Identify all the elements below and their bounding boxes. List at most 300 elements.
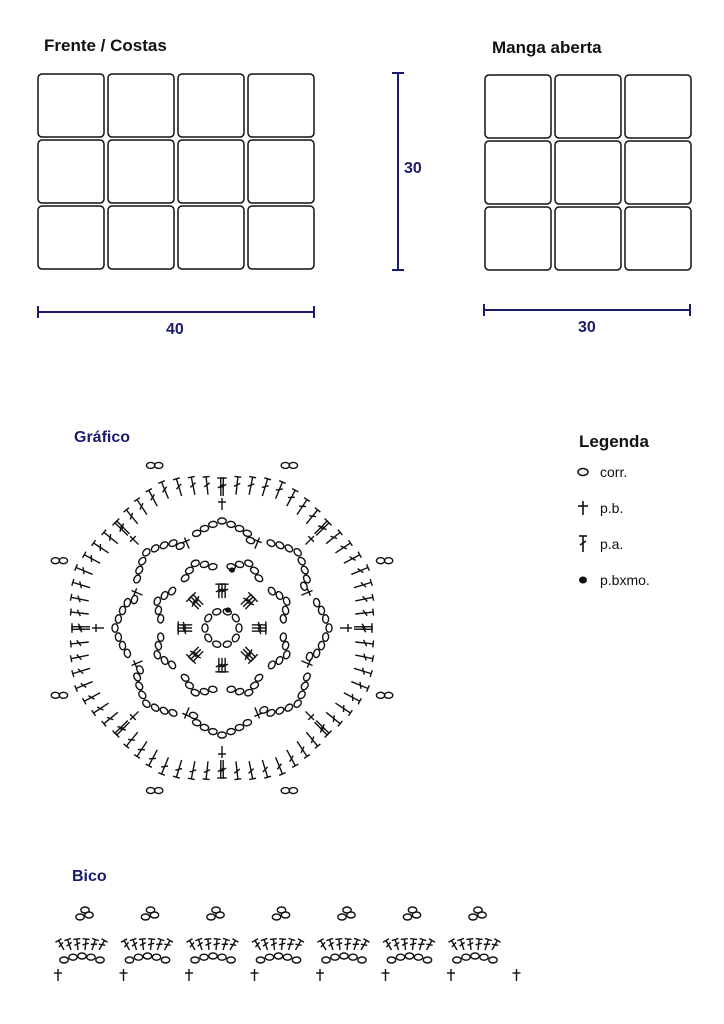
double-crochet-stitch: [351, 938, 361, 951]
chain-stitch: [471, 953, 479, 959]
chain-stitch: [152, 954, 160, 960]
double-crochet-stitch: [146, 748, 161, 767]
motif-square: [625, 207, 691, 270]
legend-label-single-crochet: p.b.: [600, 500, 624, 516]
double-crochet-stitch: [259, 478, 271, 497]
double-crochet-stitch: [342, 690, 361, 705]
chain-stitch: [207, 914, 215, 920]
single-crochet-stitch: [218, 746, 226, 758]
motif-square: [38, 74, 104, 137]
chain-stitch: [284, 543, 294, 553]
double-crochet-stitch: [350, 564, 369, 577]
chain-stitch: [343, 907, 351, 913]
chain-stitch: [331, 954, 339, 960]
chain-stitch: [60, 957, 68, 963]
double-crochet-stitch: [304, 730, 321, 748]
single-crochet-stitch: [185, 969, 193, 981]
chain-stitch: [358, 957, 366, 963]
chain-stitch: [200, 954, 208, 960]
chart-title: Gráfico: [74, 429, 131, 446]
double-crochet-stitch: [147, 939, 155, 951]
double-crochet-stitch: [89, 938, 99, 951]
chain-stitch: [280, 633, 287, 642]
legend-label-double-crochet: p.a.: [600, 536, 624, 552]
front-width-label: 40: [166, 321, 184, 338]
chain-stitch: [154, 788, 162, 794]
chain-stitch: [119, 641, 126, 650]
double-crochet-stitch: [134, 739, 150, 758]
double-crochet-stitch: [401, 939, 409, 951]
double-crochet-icon: [574, 534, 594, 554]
double-crochet-stitch: [124, 508, 141, 526]
motif-square: [555, 207, 621, 270]
double-crochet-stitch: [72, 579, 91, 591]
chain-stitch: [300, 565, 310, 575]
chain-stitch: [154, 462, 162, 468]
chain-stitch: [313, 649, 321, 659]
chain-stitch: [157, 614, 164, 623]
chain-stitch: [275, 706, 285, 716]
legend-label-chain: corr.: [600, 464, 628, 480]
chain-stitch: [275, 540, 285, 550]
single-crochet-stitch: [303, 533, 317, 547]
single-crochet-stitch: [218, 498, 226, 510]
legend-label-slip-stitch: p.bxmo.: [600, 572, 650, 588]
double-crochet-stitch: [204, 939, 212, 951]
chain-stitch: [277, 907, 285, 913]
chain-stitch: [283, 954, 291, 960]
chain-stitch: [159, 706, 169, 716]
single-crochet-stitch: [54, 969, 62, 981]
height-label: 30: [404, 160, 422, 177]
chain-stitch: [192, 719, 202, 727]
chain-stitch: [281, 788, 289, 794]
motif-square: [38, 206, 104, 269]
motif-square: [555, 141, 621, 204]
chain-stitch: [96, 957, 104, 963]
double-crochet-stitch: [75, 564, 94, 577]
double-crochet-stitch: [333, 700, 352, 716]
motif-square: [178, 140, 244, 203]
double-crochet-stitch: [173, 759, 185, 778]
double-crochet-stitch: [139, 939, 147, 951]
single-crochet-stitch: [303, 709, 317, 723]
chain-stitch: [326, 624, 332, 632]
double-crochet-stitch: [355, 594, 374, 604]
single-crochet-stitch: [513, 969, 521, 981]
chain-stitch: [208, 728, 217, 735]
chain-stitch: [192, 529, 202, 537]
double-crochet-stitch: [102, 710, 120, 727]
double-crochet-stitch: [259, 759, 271, 778]
chain-stitch: [143, 953, 151, 959]
chain-stitch: [141, 914, 149, 920]
chain-stitch: [246, 536, 256, 544]
double-crochet-stitch: [83, 552, 102, 567]
double-crochet-stitch: [409, 939, 417, 951]
double-crochet-stitch: [154, 938, 164, 951]
chain-stitch: [376, 558, 384, 564]
chain-stitch: [141, 699, 151, 709]
chain-stitch: [254, 673, 264, 683]
chain-stitch: [292, 957, 300, 963]
motif-square: [108, 206, 174, 269]
slip-stitch: [225, 607, 231, 612]
double-crochet-stitch: [146, 489, 161, 508]
slip-stitch-icon: [574, 570, 594, 590]
chain-stitch: [168, 708, 178, 717]
chain-stitch: [231, 613, 241, 623]
double-crochet-stitch: [246, 761, 256, 780]
double-crochet-stitch: [92, 700, 111, 716]
chain-stitch: [180, 673, 190, 683]
double-crochet-stitch: [70, 609, 89, 618]
chain-stitch: [218, 954, 226, 960]
chain-stitch: [119, 606, 126, 615]
double-crochet-stitch: [353, 665, 372, 677]
double-crochet-stitch: [285, 938, 295, 951]
chain-stitch: [281, 462, 289, 468]
chain-stitch: [266, 538, 276, 547]
double-crochet-stitch: [188, 476, 198, 495]
chain-stitch: [387, 957, 395, 963]
double-crochet-stitch: [158, 481, 171, 500]
chain-stitch: [141, 547, 151, 557]
chain-stitch: [123, 598, 131, 608]
motif-square: [485, 75, 551, 138]
front-back-title: Frente / Costas: [44, 36, 167, 55]
double-crochet-stitch: [457, 938, 467, 951]
chain-stitch: [318, 641, 325, 650]
chain-stitch: [180, 573, 190, 583]
double-crochet-stitch: [278, 939, 286, 951]
double-crochet-stitch: [326, 938, 336, 951]
crochet-motif-chart: [51, 462, 393, 793]
motif-square: [485, 141, 551, 204]
chain-stitch: [154, 606, 162, 616]
chain-stitch: [76, 914, 84, 920]
chain-stitch: [256, 957, 264, 963]
chain-stitch: [150, 703, 160, 713]
chain-stitch: [212, 608, 222, 616]
motif-square: [108, 74, 174, 137]
chain-stitch: [208, 521, 217, 528]
chain-stitch: [235, 724, 244, 731]
chain-stitch: [284, 703, 294, 713]
double-crochet-stitch: [392, 938, 402, 951]
chain-stitch: [227, 563, 236, 570]
chain-stitch: [167, 586, 177, 596]
double-crochet-stitch: [114, 519, 132, 537]
double-crochet-stitch: [72, 665, 91, 677]
chain-stitch: [227, 686, 236, 693]
double-crochet-stitch: [294, 739, 310, 758]
chain-stitch: [313, 598, 321, 608]
chain-stitch: [222, 640, 232, 648]
chain-stitch: [87, 954, 95, 960]
chain-stitch: [423, 957, 431, 963]
chain-stitch: [227, 521, 236, 528]
height-dimension-line: [392, 73, 404, 270]
double-crochet-stitch: [73, 939, 81, 951]
motif-square: [625, 75, 691, 138]
motif-square: [178, 74, 244, 137]
chain-stitch: [403, 914, 411, 920]
double-crochet-stitch: [314, 520, 332, 538]
single-crochet-stitch: [251, 969, 259, 981]
chain-stitch: [123, 649, 131, 659]
double-crochet-stitch: [233, 761, 242, 780]
chain-stitch: [78, 953, 86, 959]
double-crochet-stitch: [70, 639, 89, 648]
chain-stitch: [161, 957, 169, 963]
double-crochet-stitch: [284, 489, 299, 508]
chain-stitch: [190, 688, 200, 697]
chain-stitch: [200, 724, 209, 731]
double-crochet-stitch: [75, 678, 94, 691]
chain-stitch: [167, 660, 177, 670]
double-crochet-stitch: [158, 756, 171, 775]
chain-stitch: [265, 954, 273, 960]
chain-stitch: [302, 672, 311, 682]
single-crochet-stitch: [447, 969, 455, 981]
chain-stitch: [150, 543, 160, 553]
chain-stitch: [249, 681, 259, 690]
double-crochet-stitch: [203, 476, 212, 495]
chain-stitch: [282, 641, 290, 651]
chain-stitch: [396, 954, 404, 960]
chain-stitch: [160, 590, 169, 600]
double-crochet-stitch: [342, 552, 361, 567]
chain-stitch: [212, 907, 220, 913]
chain-stitch: [462, 954, 470, 960]
chain-stitch: [189, 711, 199, 719]
chain-stitch: [160, 655, 169, 665]
double-crochet-stitch: [312, 720, 330, 738]
sleeve-width-dimension-line: [484, 304, 690, 316]
chain-stitch: [59, 558, 67, 564]
single-crochet-stitch: [120, 969, 128, 981]
chain-stitch: [157, 633, 164, 642]
chain-stitch: [249, 566, 259, 575]
chain-stitch: [154, 641, 162, 651]
double-crochet-stitch: [233, 476, 242, 495]
double-crochet-stitch: [284, 748, 299, 767]
chain-stitch: [115, 614, 122, 623]
chain-stitch: [137, 690, 147, 700]
chain-stitch: [134, 565, 144, 575]
chain-stitch: [200, 688, 210, 696]
legend-item-double-crochet: [574, 534, 704, 554]
edging-title: Bico: [72, 868, 107, 885]
double-crochet-stitch: [220, 938, 230, 951]
double-crochet-stitch: [272, 481, 285, 500]
sleeve-grid: [485, 75, 691, 270]
chain-stitch: [338, 914, 346, 920]
legend-item-slip-stitch: [574, 570, 704, 590]
chain-stitch: [231, 633, 241, 643]
chain-stitch: [132, 574, 141, 584]
front-back-grid: [38, 74, 314, 269]
chain-stitch: [297, 690, 307, 700]
double-crochet-stitch: [344, 939, 352, 951]
double-crochet-stitch: [335, 939, 343, 951]
chain-stitch: [227, 957, 235, 963]
chain-stitch: [130, 595, 138, 605]
chain-stitch: [376, 692, 384, 698]
chain-stitch: [282, 650, 291, 660]
chain-stitch: [275, 590, 284, 600]
chain-stitch: [267, 586, 277, 596]
chain-stitch: [235, 560, 245, 568]
chain-stitch: [489, 957, 497, 963]
chain-stitch: [191, 957, 199, 963]
chain-stitch: [59, 692, 67, 698]
chain-stitch: [293, 547, 303, 557]
chain-stitch: [305, 652, 313, 662]
double-crochet-stitch: [203, 761, 212, 780]
motif-square: [248, 206, 314, 269]
chain-stitch: [289, 462, 297, 468]
chain-stitch: [184, 681, 194, 690]
double-crochet-stitch: [173, 478, 185, 497]
chain-stitch: [243, 719, 253, 727]
double-crochet-stitch: [333, 540, 352, 556]
chain-stitch: [218, 732, 226, 738]
chain-stitch: [134, 681, 144, 691]
single-crochet-stitch: [127, 709, 141, 723]
chain-stitch: [453, 957, 461, 963]
chain-stitch: [112, 624, 118, 632]
double-crochet-stitch: [272, 756, 285, 775]
chain-stitch: [235, 525, 244, 532]
double-crochet-stitch: [355, 652, 374, 662]
chain-stitch: [272, 914, 280, 920]
chain-stitch: [146, 462, 154, 468]
chain-stitch: [300, 681, 310, 691]
chain-stitch: [134, 954, 142, 960]
chain-stitch: [289, 788, 297, 794]
chain-stitch: [244, 559, 254, 568]
chain-stitch: [322, 957, 330, 963]
chain-stitch: [244, 688, 254, 697]
chain-stitch: [322, 614, 329, 623]
chain-stitch: [203, 633, 213, 643]
double-crochet-stitch: [70, 594, 89, 604]
double-crochet-stitch: [64, 938, 74, 951]
double-crochet-stitch: [82, 939, 90, 951]
chain-stitch: [318, 606, 325, 615]
chain-stitch: [235, 688, 245, 696]
motif-square: [248, 140, 314, 203]
double-crochet-stitch: [261, 938, 271, 951]
chain-stitch: [274, 953, 282, 959]
legend-title: Legenda: [579, 432, 649, 451]
double-crochet-stitch: [475, 939, 483, 951]
double-crochet-stitch: [355, 609, 374, 618]
single-crochet-stitch: [92, 624, 104, 632]
chain-stitch: [190, 559, 200, 568]
chain-stitch: [236, 624, 242, 632]
chain-stitch: [384, 558, 392, 564]
chain-stitch: [469, 914, 477, 920]
double-crochet-stitch: [466, 939, 474, 951]
chain-stitch: [254, 573, 264, 583]
chain-stitch: [414, 954, 422, 960]
double-crochet-stitch: [92, 540, 111, 556]
chain-stitch: [243, 529, 253, 537]
chain-stitch: [218, 518, 226, 524]
chain-stitch: [405, 953, 413, 959]
front-width-dimension-line: [38, 306, 314, 318]
motif-square: [625, 141, 691, 204]
chain-stitch: [146, 788, 154, 794]
chain-stitch: [212, 640, 222, 648]
single-crochet-stitch: [382, 969, 390, 981]
chain-stitch: [209, 953, 217, 959]
motif-square: [178, 206, 244, 269]
chain-stitch: [408, 907, 416, 913]
double-crochet-stitch: [70, 652, 89, 662]
double-crochet-stitch: [294, 498, 310, 517]
chain-stitch: [69, 954, 77, 960]
chain-stitch: [200, 560, 210, 568]
double-crochet-stitch: [355, 639, 374, 648]
chain-stitch: [51, 692, 59, 698]
double-crochet-stitch: [270, 939, 278, 951]
legend-item-chain: [574, 462, 704, 482]
double-crochet-stitch: [83, 690, 102, 705]
chain-stitch: [184, 566, 194, 575]
double-crochet-stitch: [124, 730, 141, 748]
chain-stitch: [153, 650, 162, 660]
motif-square: [108, 140, 174, 203]
chain-stitch: [282, 596, 291, 606]
sleeve-title: Manga aberta: [492, 38, 602, 57]
chain-stitch: [203, 613, 213, 623]
chain-icon: [574, 462, 594, 482]
chain-stitch: [280, 614, 287, 623]
motif-square: [38, 140, 104, 203]
double-crochet-stitch: [134, 498, 150, 517]
chain-stitch: [297, 556, 307, 566]
chain-stitch: [349, 954, 357, 960]
single-crochet-stitch: [127, 533, 141, 547]
double-crochet-stitch: [304, 508, 321, 526]
double-crochet-stitch: [416, 938, 426, 951]
chain-stitch: [137, 556, 147, 566]
legend-item-single-crochet: [574, 498, 704, 518]
double-crochet-stitch: [350, 678, 369, 691]
chain-stitch: [115, 633, 122, 642]
chain-stitch: [81, 907, 89, 913]
chain-stitch: [474, 907, 482, 913]
chain-stitch: [384, 692, 392, 698]
sleeve-width-label: 30: [578, 319, 596, 336]
chain-stitch: [208, 686, 217, 693]
chain-stitch: [146, 907, 154, 913]
chain-stitch: [322, 633, 329, 642]
chain-stitch: [480, 954, 488, 960]
double-crochet-stitch: [113, 718, 131, 736]
chain-stitch: [202, 624, 208, 632]
chain-stitch: [293, 699, 303, 709]
double-crochet-stitch: [324, 710, 342, 727]
double-crochet-stitch: [246, 476, 256, 495]
chain-stitch: [275, 655, 284, 665]
double-crochet-stitch: [482, 938, 492, 951]
edging-chart: [54, 907, 521, 981]
